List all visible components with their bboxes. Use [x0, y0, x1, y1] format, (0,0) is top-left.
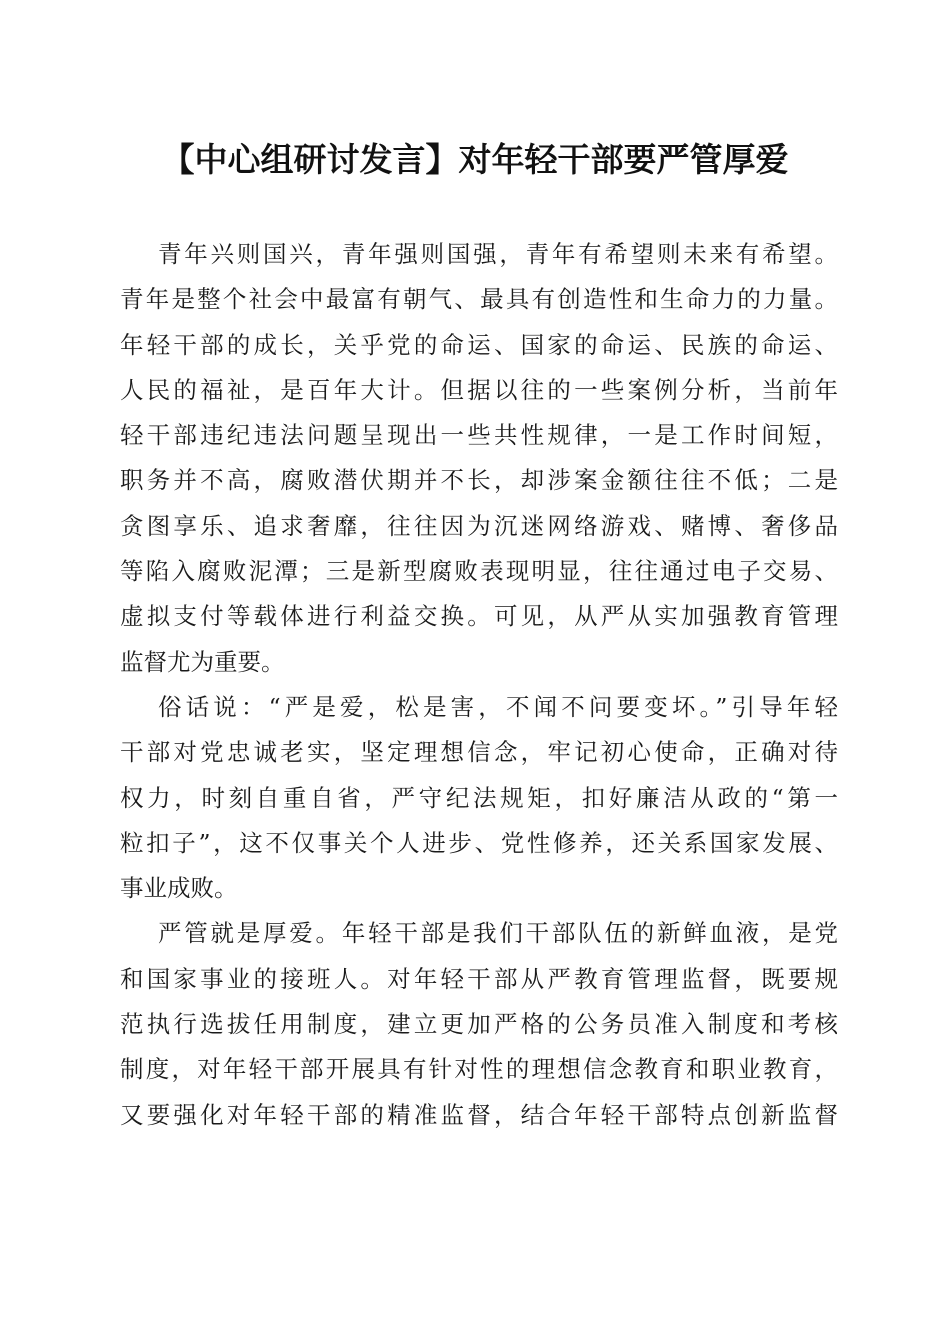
- text-line: 年轻干部的成长，关乎党的命运、国家的命运、民族的命运、: [120, 330, 838, 359]
- text-line: 粒扣子”，这不仅事关个人进步、党性修养，还关系国家发展、: [120, 828, 838, 857]
- text-line: 事业成败。: [120, 874, 238, 903]
- text-line: 严管就是厚爱。年轻干部是我们干部队伍的新鲜血液，是党: [158, 919, 838, 948]
- text-line: 虚拟支付等载体进行利益交换。可见，从严从实加强教育管理: [120, 602, 838, 631]
- text-line: 青年兴则国兴，青年强则国强，青年有希望则未来有希望。: [158, 240, 838, 268]
- text-line: 贪图享乐、追求奢靡，往往因为沉迷网络游戏、赌博、奢侈品: [120, 511, 838, 540]
- text-line: 干部对党忠诚老实，坚定理想信念，牢记初心使命，正确对待: [120, 738, 838, 767]
- paragraph: [120, 685, 838, 911]
- text-line: 职务并不高，腐败潜伏期并不长，却涉案金额往往不低；二是: [120, 466, 838, 495]
- text-line: 又要强化对年轻干部的精准监督，结合年轻干部特点创新监督: [120, 1100, 838, 1129]
- text-line: 范执行选拔任用制度，建立更加严格的公务员准入制度和考核: [120, 1010, 838, 1039]
- text-line: 监督尤为重要。: [120, 647, 285, 676]
- text-line: 等陷入腐败泥潭；三是新型腐败表现明显，往往通过电子交易、: [120, 557, 838, 586]
- paragraph: [120, 232, 838, 685]
- document-body: [120, 232, 838, 1138]
- document-title: 【中心组研讨发言】对年轻干部要严管厚爱: [161, 140, 789, 179]
- text-line: 制度，对年轻干部开展具有针对性的理想信念教育和职业教育，: [120, 1055, 838, 1084]
- text-line: 俗话说：“严是爱，松是害，不闻不问要变坏。”引导年轻: [158, 692, 838, 721]
- text-line: 人民的福祉，是百年大计。但据以往的一些案例分析，当前年: [120, 375, 838, 404]
- paragraph: [120, 911, 838, 1137]
- text-line: 权力，时刻自重自省，严守纪法规矩，扣好廉洁从政的“第一: [120, 783, 838, 812]
- text-line: 轻干部违纪违法问题呈现出一些共性规律，一是工作时间短，: [120, 421, 838, 450]
- text-line: 青年是整个社会中最富有朝气、最具有创造性和生命力的力量。: [120, 285, 838, 314]
- text-line: 和国家事业的接班人。对年轻干部从严教育管理监督，既要规: [120, 964, 838, 993]
